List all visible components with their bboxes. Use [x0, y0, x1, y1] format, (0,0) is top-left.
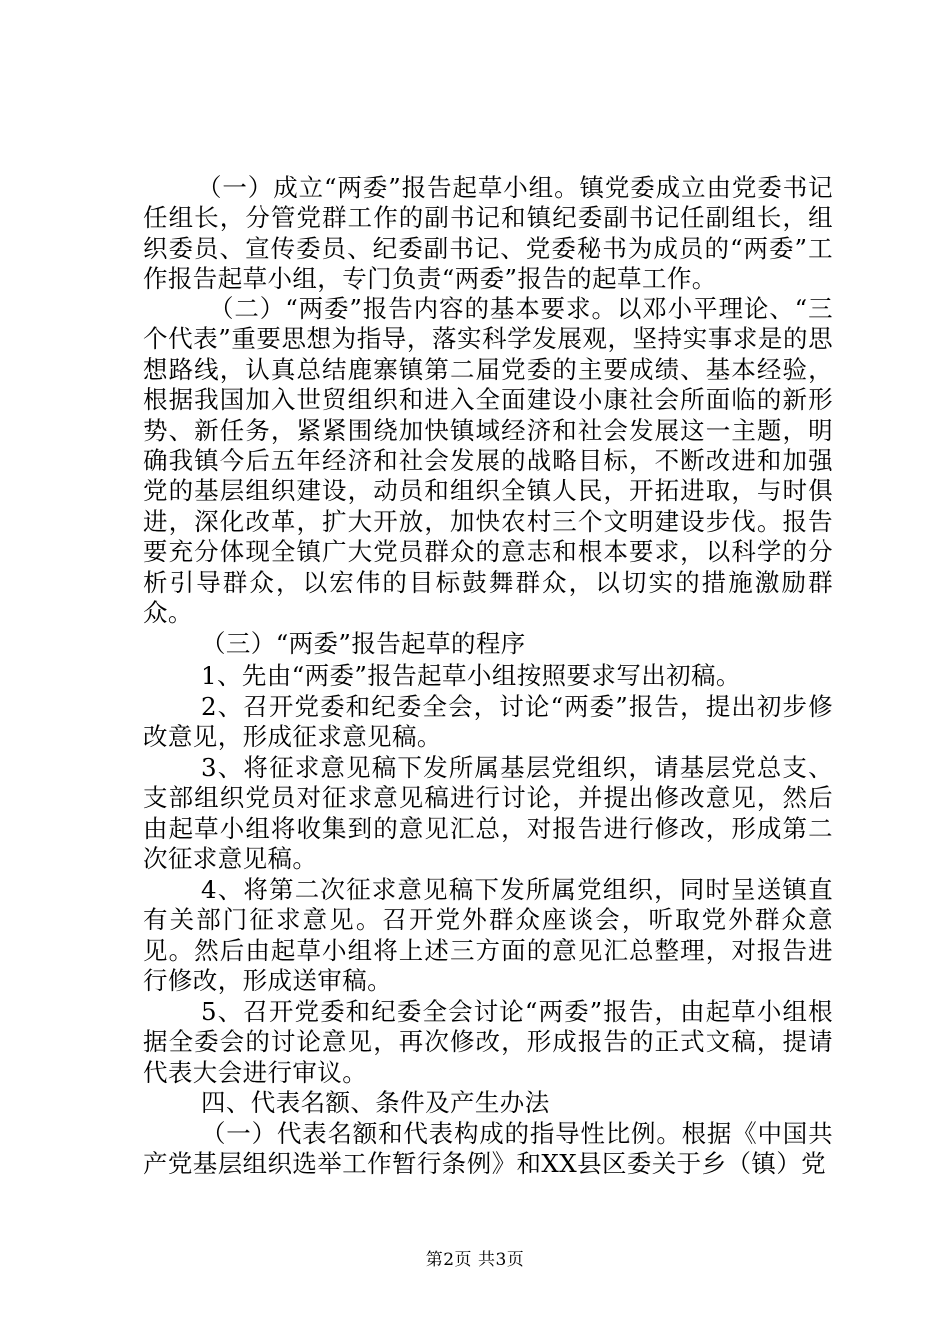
paragraph-step-2: 2、召开党委和纪委全会，讨论“两委”报告，提出初步修改意见，形成征求意见稿。 — [143, 692, 833, 752]
paragraph-drafting-procedure-heading: （三）“两委”报告起草的程序 — [201, 629, 526, 658]
paragraph-report-requirements: （二）“两委”报告内容的基本要求。以邓小平理论、“三个代表”重要思想为指导，落实科学发展观，坚持实事求是的思想路线，认真总结鹿寨镇第二届党委的主要成绩、基本经验，根据我国加入世贸组织和进入全面建设小康社会所面临的新形势、新任务，紧紧围绕加快镇域经济和社会发展这一主题，明确我镇今后五年经济和社会发展的战略目标，不断改进和加强党的基层组织建设，动员和组织全镇人民，开拓进取，与时俱进，深化改革，扩大开放，加快农村三个文明建设步伐。报告要充分体现全镇广大党员群众的意志和根本要求，以科学的分析引导群众，以宏伟的目标鼓舞群众，以切实的措施激励群众。 — [143, 294, 833, 628]
paragraph-step-3: 3、将征求意见稿下发所属基层党组织，请基层党总支、支部组织党员对征求意见稿进行讨论，并提出修改意见，然后由起草小组将收集到的意见汇总，对报告进行修改，形成第二次征求意见稿。 — [143, 753, 833, 874]
page-number-footer: 第2页 共3页 — [425, 1250, 525, 1270]
paragraph-step-4: 4、将第二次征求意见稿下发所属党组织，同时呈送镇直有关部门征求意见。召开党外群众座谈会，听取党外群众意见。然后由起草小组将上述三方面的意见汇总整理，对报告进行修改，形成送审稿。 — [143, 875, 833, 996]
paragraph-step-1: 1、先由“两委”报告起草小组按照要求写出初稿。 — [201, 661, 741, 690]
paragraph-delegate-quota: （一）代表名额和代表构成的指导性比例。根据《中国共产党基层组织选举工作暂行条例》和XX县区委关于乡（镇）党 — [143, 1119, 833, 1179]
paragraph-drafting-group: （一）成立“两委”报告起草小组。镇党委成立由党委书记任组长，分管党群工作的副书记和镇纪委副书记任副组长，组织委员、宣传委员、纪委副书记、党委秘书为成员的“两委”工作报告起草小组，专门负责“两委”报告的起草工作。 — [143, 173, 833, 294]
section-heading-delegates: 四、代表名额、条件及产生办法 — [201, 1088, 550, 1117]
paragraph-step-5: 5、召开党委和纪委全会讨论“两委”报告，由起草小组根据全委会的讨论意见，再次修改，形成报告的正式文稿，提请代表大会进行审议。 — [143, 997, 833, 1087]
